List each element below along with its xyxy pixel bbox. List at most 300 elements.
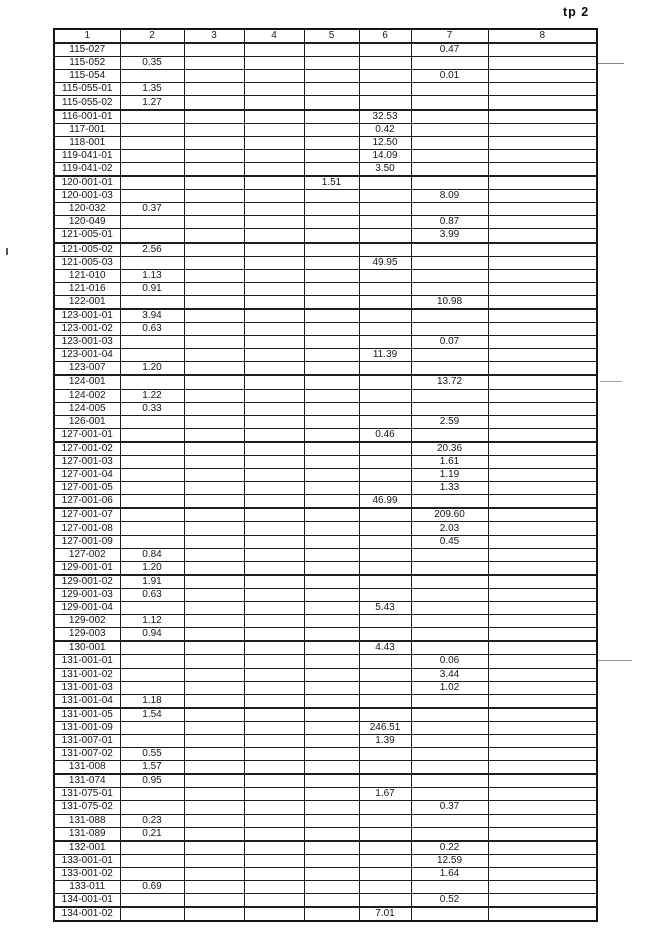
value-cell <box>244 190 304 203</box>
table-row <box>54 827 597 841</box>
value-cell <box>244 149 304 162</box>
value-cell <box>244 615 304 628</box>
value-cell: 0.07 <box>411 336 488 349</box>
value-cell <box>244 456 304 469</box>
value-cell <box>304 841 359 855</box>
value-cell <box>488 774 597 788</box>
value-cell <box>488 96 597 110</box>
row-id-cell: 123-001-01 <box>54 309 120 323</box>
row-id-cell: 117-001 <box>54 123 120 136</box>
value-cell: 1.91 <box>120 575 184 589</box>
value-cell <box>184 136 244 149</box>
value-cell <box>244 136 304 149</box>
value-cell <box>244 323 304 336</box>
value-cell <box>411 323 488 336</box>
value-cell <box>359 243 411 257</box>
table-row <box>54 681 597 694</box>
value-cell <box>488 867 597 880</box>
value-cell <box>184 323 244 336</box>
row-id-cell: 115-027 <box>54 43 120 57</box>
value-cell <box>488 442 597 456</box>
value-cell <box>120 336 184 349</box>
value-cell <box>488 628 597 642</box>
row-id-cell: 126-001 <box>54 415 120 428</box>
value-cell <box>304 788 359 801</box>
row-id-cell: 127-001-08 <box>54 522 120 535</box>
value-cell <box>304 588 359 601</box>
value-cell <box>120 456 184 469</box>
value-cell <box>184 162 244 176</box>
value-cell <box>120 508 184 522</box>
value-cell <box>359 854 411 867</box>
value-cell <box>359 774 411 788</box>
value-cell <box>359 70 411 83</box>
row-id-cell: 134-001-02 <box>54 907 120 921</box>
column-header: 8 <box>488 29 597 43</box>
value-cell <box>359 575 411 589</box>
value-cell: 0.21 <box>120 827 184 841</box>
value-cell <box>488 415 597 428</box>
value-cell <box>304 561 359 575</box>
value-cell <box>244 708 304 722</box>
value-cell <box>359 389 411 402</box>
value-cell <box>244 801 304 814</box>
value-cell: 2.03 <box>411 522 488 535</box>
value-cell <box>488 428 597 442</box>
value-cell: 246.51 <box>359 721 411 734</box>
table-row <box>54 362 597 376</box>
row-id-cell: 133-001-02 <box>54 867 120 880</box>
value-cell <box>244 867 304 880</box>
value-cell <box>184 349 244 362</box>
value-cell <box>304 336 359 349</box>
table-row <box>54 535 597 548</box>
table-row <box>54 907 597 921</box>
value-cell <box>411 309 488 323</box>
value-cell <box>184 216 244 229</box>
value-cell <box>244 535 304 548</box>
value-cell <box>304 907 359 921</box>
value-cell <box>120 734 184 747</box>
value-cell <box>304 442 359 456</box>
value-cell: 0.33 <box>120 402 184 415</box>
value-cell <box>359 216 411 229</box>
value-cell <box>184 827 244 841</box>
value-cell <box>304 402 359 415</box>
row-id-cell: 127-001-07 <box>54 508 120 522</box>
table-row <box>54 349 597 362</box>
table-row <box>54 375 597 389</box>
value-cell <box>411 136 488 149</box>
value-cell <box>488 162 597 176</box>
value-cell: 0.95 <box>120 774 184 788</box>
table-row <box>54 602 597 615</box>
value-cell <box>359 841 411 855</box>
value-cell <box>488 229 597 243</box>
row-id-cell: 124-001 <box>54 375 120 389</box>
row-id-cell: 127-001-04 <box>54 469 120 482</box>
value-cell <box>244 83 304 96</box>
value-cell: 1.12 <box>120 615 184 628</box>
value-cell <box>411 708 488 722</box>
value-cell <box>244 721 304 734</box>
table-row <box>54 216 597 229</box>
value-cell: 0.91 <box>120 282 184 295</box>
value-cell <box>244 761 304 775</box>
value-cell: 4.43 <box>359 641 411 655</box>
value-cell <box>411 734 488 747</box>
table-row <box>54 894 597 908</box>
value-cell <box>411 827 488 841</box>
value-cell <box>488 602 597 615</box>
row-id-cell: 127-001-09 <box>54 535 120 548</box>
value-cell <box>120 867 184 880</box>
row-id-cell: 134-001-01 <box>54 894 120 908</box>
value-cell <box>244 282 304 295</box>
table-row <box>54 123 597 136</box>
value-cell <box>120 522 184 535</box>
value-cell <box>488 615 597 628</box>
value-cell <box>411 428 488 442</box>
table-row <box>54 548 597 561</box>
value-cell <box>488 482 597 495</box>
value-cell <box>411 83 488 96</box>
value-cell <box>304 774 359 788</box>
value-cell <box>488 282 597 295</box>
value-cell <box>488 57 597 70</box>
row-id-cell: 124-005 <box>54 402 120 415</box>
value-cell <box>488 123 597 136</box>
value-cell <box>411 123 488 136</box>
value-cell <box>304 295 359 309</box>
value-cell <box>244 442 304 456</box>
value-cell <box>244 57 304 70</box>
value-cell <box>488 456 597 469</box>
value-cell <box>120 70 184 83</box>
value-cell <box>411 694 488 708</box>
value-cell <box>244 362 304 376</box>
value-cell <box>304 761 359 775</box>
value-cell <box>488 375 597 389</box>
value-cell <box>359 309 411 323</box>
value-cell <box>184 295 244 309</box>
value-cell <box>244 881 304 894</box>
value-cell <box>411 761 488 775</box>
table-row <box>54 588 597 601</box>
row-id-cell: 127-001-05 <box>54 482 120 495</box>
column-header: 6 <box>359 29 411 43</box>
value-cell: 1.61 <box>411 456 488 469</box>
value-cell <box>411 349 488 362</box>
value-cell <box>304 96 359 110</box>
value-cell <box>184 774 244 788</box>
value-cell <box>304 655 359 668</box>
value-cell <box>488 588 597 601</box>
value-cell <box>411 282 488 295</box>
value-cell <box>359 269 411 282</box>
value-cell <box>120 43 184 57</box>
value-cell <box>411 149 488 162</box>
table-row <box>54 190 597 203</box>
value-cell <box>184 110 244 124</box>
value-cell <box>488 548 597 561</box>
value-cell <box>488 508 597 522</box>
value-cell <box>184 269 244 282</box>
value-cell <box>184 402 244 415</box>
value-cell: 3.99 <box>411 229 488 243</box>
value-cell <box>120 176 184 190</box>
column-header: 2 <box>120 29 184 43</box>
row-id-cell: 131-001-05 <box>54 708 120 722</box>
value-cell <box>411 788 488 801</box>
value-cell: 0.55 <box>120 748 184 761</box>
value-cell <box>120 602 184 615</box>
table-row <box>54 561 597 575</box>
value-cell <box>244 668 304 681</box>
table-row <box>54 841 597 855</box>
value-cell <box>184 309 244 323</box>
value-cell <box>304 602 359 615</box>
row-id-cell: 131-075-02 <box>54 801 120 814</box>
table-row <box>54 774 597 788</box>
value-cell <box>359 761 411 775</box>
page-corner-label: tp 2 <box>563 5 590 19</box>
value-cell <box>359 415 411 428</box>
value-cell <box>488 721 597 734</box>
table-row <box>54 508 597 522</box>
value-cell <box>120 415 184 428</box>
value-cell: 0.37 <box>411 801 488 814</box>
value-cell <box>304 681 359 694</box>
value-cell <box>184 628 244 642</box>
scan-artifact <box>600 381 622 382</box>
row-id-cell: 122-001 <box>54 295 120 309</box>
value-cell <box>244 814 304 827</box>
row-id-cell: 131-088 <box>54 814 120 827</box>
row-id-cell: 121-005-01 <box>54 229 120 243</box>
value-cell <box>244 508 304 522</box>
value-cell <box>359 83 411 96</box>
value-cell <box>488 389 597 402</box>
value-cell <box>304 149 359 162</box>
row-id-cell: 129-001-04 <box>54 602 120 615</box>
column-header: 7 <box>411 29 488 43</box>
value-cell <box>304 43 359 57</box>
table-row <box>54 655 597 668</box>
value-cell <box>184 428 244 442</box>
value-cell <box>304 83 359 96</box>
value-cell: 46.99 <box>359 495 411 509</box>
value-cell <box>304 522 359 535</box>
value-cell <box>244 894 304 908</box>
value-cell <box>488 535 597 548</box>
value-cell <box>120 721 184 734</box>
value-cell <box>488 402 597 415</box>
row-id-cell: 115-055-01 <box>54 83 120 96</box>
value-cell <box>184 907 244 921</box>
value-cell <box>411 176 488 190</box>
value-cell <box>244 774 304 788</box>
value-cell <box>184 190 244 203</box>
value-cell: 12.59 <box>411 854 488 867</box>
table-row <box>54 694 597 708</box>
row-id-cell: 115-055-02 <box>54 96 120 110</box>
value-cell <box>304 641 359 655</box>
value-cell <box>304 894 359 908</box>
table-row <box>54 788 597 801</box>
value-cell <box>120 469 184 482</box>
table-row <box>54 389 597 402</box>
value-cell <box>244 428 304 442</box>
value-cell <box>244 602 304 615</box>
value-cell <box>184 615 244 628</box>
header-row <box>54 29 597 43</box>
table-row <box>54 854 597 867</box>
value-cell <box>488 216 597 229</box>
value-cell <box>304 668 359 681</box>
row-id-cell: 119-041-01 <box>54 149 120 162</box>
value-cell <box>359 295 411 309</box>
value-cell <box>304 575 359 589</box>
value-cell <box>184 734 244 747</box>
value-cell <box>184 854 244 867</box>
value-cell <box>244 70 304 83</box>
value-cell <box>184 282 244 295</box>
value-cell <box>304 721 359 734</box>
value-cell <box>304 349 359 362</box>
value-cell: 3.94 <box>120 309 184 323</box>
value-cell <box>184 243 244 257</box>
value-cell <box>488 681 597 694</box>
value-cell <box>488 83 597 96</box>
value-cell <box>411 575 488 589</box>
value-cell <box>184 694 244 708</box>
table-row <box>54 615 597 628</box>
row-id-cell: 127-002 <box>54 548 120 561</box>
value-cell <box>244 854 304 867</box>
value-cell <box>244 389 304 402</box>
table-row <box>54 336 597 349</box>
value-cell <box>184 362 244 376</box>
value-cell <box>244 575 304 589</box>
row-id-cell: 131-074 <box>54 774 120 788</box>
value-cell <box>304 428 359 442</box>
value-cell: 3.50 <box>359 162 411 176</box>
value-cell <box>184 389 244 402</box>
value-cell <box>488 256 597 269</box>
table-row <box>54 70 597 83</box>
value-cell <box>488 295 597 309</box>
row-id-cell: 131-001-09 <box>54 721 120 734</box>
value-cell: 1.19 <box>411 469 488 482</box>
value-cell <box>411 641 488 655</box>
row-id-cell: 119-041-02 <box>54 162 120 176</box>
value-cell <box>411 615 488 628</box>
value-cell: 1.18 <box>120 694 184 708</box>
value-cell <box>120 229 184 243</box>
table-row <box>54 176 597 190</box>
value-cell <box>359 548 411 561</box>
value-cell <box>488 469 597 482</box>
value-cell <box>184 43 244 57</box>
value-cell: 0.47 <box>411 43 488 57</box>
value-cell <box>304 615 359 628</box>
value-cell <box>120 841 184 855</box>
value-cell <box>304 415 359 428</box>
value-cell <box>488 136 597 149</box>
value-cell: 0.63 <box>120 323 184 336</box>
value-cell <box>488 522 597 535</box>
value-cell <box>488 269 597 282</box>
value-cell: 32.53 <box>359 110 411 124</box>
value-cell <box>359 456 411 469</box>
row-id-cell: 131-001-03 <box>54 681 120 694</box>
value-cell <box>120 788 184 801</box>
value-cell <box>244 402 304 415</box>
value-cell <box>411 389 488 402</box>
value-cell <box>359 814 411 827</box>
value-cell <box>120 442 184 456</box>
value-cell <box>488 575 597 589</box>
value-cell <box>184 176 244 190</box>
value-cell <box>120 681 184 694</box>
value-cell <box>184 708 244 722</box>
value-cell <box>359 402 411 415</box>
value-cell <box>359 282 411 295</box>
value-cell: 0.46 <box>359 428 411 442</box>
row-id-cell: 127-001-03 <box>54 456 120 469</box>
value-cell <box>120 149 184 162</box>
value-cell <box>184 123 244 136</box>
value-cell <box>359 190 411 203</box>
value-cell <box>244 628 304 642</box>
value-cell <box>184 748 244 761</box>
value-cell <box>304 469 359 482</box>
value-cell: 13.72 <box>411 375 488 389</box>
value-cell <box>488 841 597 855</box>
value-cell <box>120 256 184 269</box>
value-cell: 1.20 <box>120 362 184 376</box>
value-cell <box>411 628 488 642</box>
value-cell <box>359 615 411 628</box>
table-row <box>54 867 597 880</box>
value-cell <box>184 814 244 827</box>
value-cell: 0.01 <box>411 70 488 83</box>
value-cell <box>184 867 244 880</box>
value-cell: 1.35 <box>120 83 184 96</box>
value-cell <box>244 588 304 601</box>
value-cell <box>488 362 597 376</box>
value-cell <box>304 801 359 814</box>
value-cell <box>244 495 304 509</box>
value-cell <box>411 881 488 894</box>
value-cell <box>184 83 244 96</box>
value-cell <box>184 668 244 681</box>
value-cell <box>244 734 304 747</box>
value-cell <box>359 442 411 456</box>
value-cell: 0.63 <box>120 588 184 601</box>
value-cell <box>244 43 304 57</box>
value-cell <box>411 814 488 827</box>
value-cell <box>304 362 359 376</box>
value-cell <box>184 482 244 495</box>
value-cell <box>488 110 597 124</box>
value-cell <box>304 881 359 894</box>
row-id-cell: 123-001-04 <box>54 349 120 362</box>
value-cell <box>359 668 411 681</box>
value-cell: 20.36 <box>411 442 488 456</box>
value-cell <box>184 721 244 734</box>
